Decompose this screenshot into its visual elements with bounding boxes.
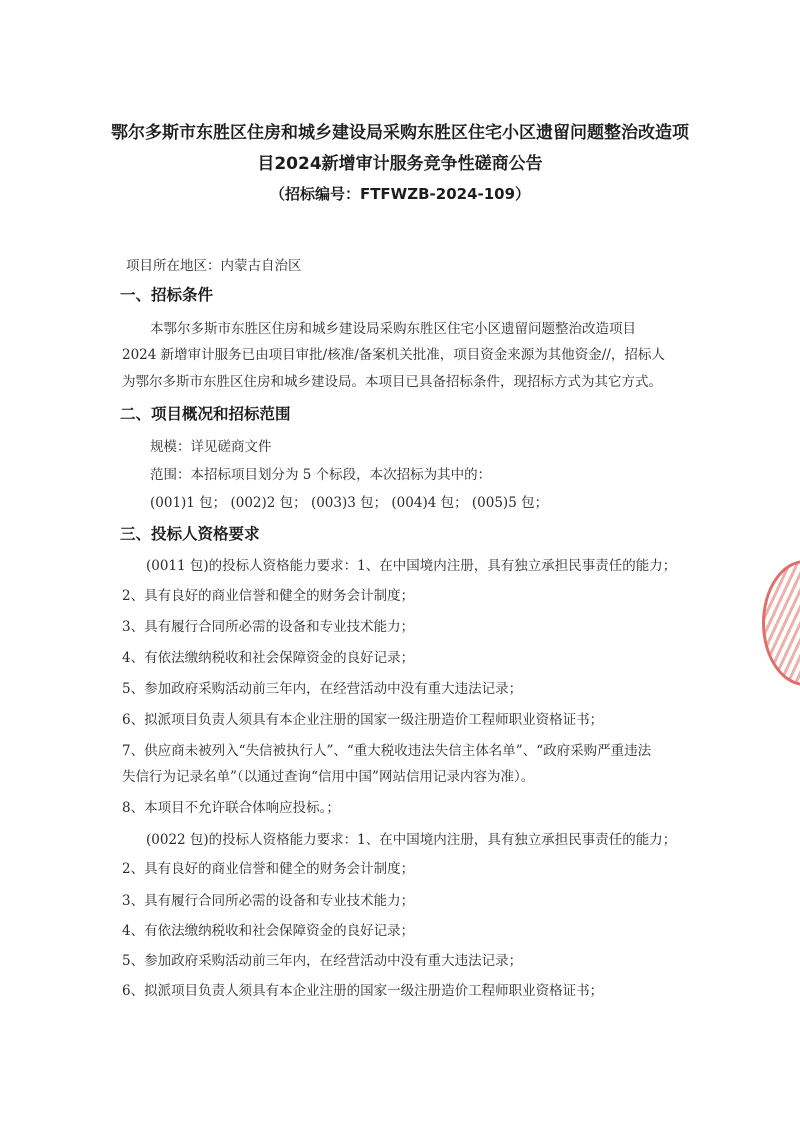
paragraph-line: 本鄂尔多斯市东胜区住房和城乡建设局采购东胜区住宅小区遗留问题整治改造项目: [150, 321, 636, 337]
title-line-2: 目2024新增审计服务竞争性磋商公告: [257, 154, 543, 174]
qualification-line: (0011 包)的投标人资格能力要求：1、在中国境内注册，具有独立承担民事责任的能力；: [146, 558, 677, 574]
section-heading-tender-conditions: 一、招标条件: [120, 286, 214, 304]
qualification-line: 8、本项目不允许联合体响应投标。；: [122, 800, 340, 816]
scope-line: 范围：本招标项目划分为 5 个标段，本次招标为其中的：: [150, 467, 492, 483]
announcement-title: [90, 118, 710, 208]
qualification-line: (0022 包)的投标人资格能力要求：1、在中国境内注册，具有独立承担民事责任的能力；: [146, 832, 677, 848]
qualification-line: 6、拟派项目负责人须具有本企业注册的国家一级注册造价工程师职业资格证书；: [122, 712, 604, 728]
qualification-line: 5、参加政府采购活动前三年内，在经营活动中没有重大违法记录；: [122, 953, 523, 969]
qualification-line: 6、拟派项目负责人须具有本企业注册的国家一级注册造价工程师职业资格证书；: [122, 983, 604, 999]
qualification-line: 4、有依法缴纳税收和社会保障资金的良好记录；: [122, 650, 415, 666]
qualification-line: 5、参加政府采购活动前三年内，在经营活动中没有重大违法记录；: [122, 681, 523, 697]
project-region: 项目所在地区：内蒙古自治区: [126, 258, 302, 274]
red-seal-stamp: [762, 560, 800, 686]
scale-line: 规模：详见磋商文件: [150, 439, 272, 455]
qualification-line: 2、具有良好的商业信誉和健全的财务会计制度；: [122, 861, 415, 877]
paragraph-line: 为鄂尔多斯市东胜区住房和城乡建设局。本项目已具备招标条件，现招标方式为其它方式。: [122, 374, 662, 390]
paragraph-line: 2024 新增审计服务已由项目审批/核准/备案机关批准，项目资金来源为其他资金//，招标人: [122, 347, 665, 363]
lots-line: (001)1 包； (002)2 包； (003)3 包； (004)4 包； (005)5 包；: [150, 495, 549, 511]
section-heading-project-overview: 二、项目概况和招标范围: [120, 405, 291, 423]
qualification-line: 3、具有履行合同所必需的设备和专业技术能力；: [122, 619, 415, 635]
qualification-line: 2、具有良好的商业信誉和健全的财务会计制度；: [122, 588, 415, 604]
title-line-1: 鄂尔多斯市东胜区住房和城乡建设局采购东胜区住宅小区遗留问题整治改造项: [111, 123, 689, 143]
section-heading-bidder-qualifications: 三、投标人资格要求: [120, 525, 260, 543]
qualification-line: 3、具有履行合同所必需的设备和专业技术能力；: [122, 893, 415, 909]
qualification-line: 失信行为记录名单”（以通过查询“信用中国”网站信用记录内容为准）。: [122, 769, 535, 785]
qualification-line: 4、有依法缴纳税收和社会保障资金的良好记录；: [122, 923, 415, 939]
qualification-line: 7、供应商未被列入“失信被执行人”、“重大税收违法失信主体名单”、“政府采购严重违法: [122, 743, 652, 759]
tender-code: （招标编号：FTFWZB-2024-109）: [269, 185, 531, 203]
